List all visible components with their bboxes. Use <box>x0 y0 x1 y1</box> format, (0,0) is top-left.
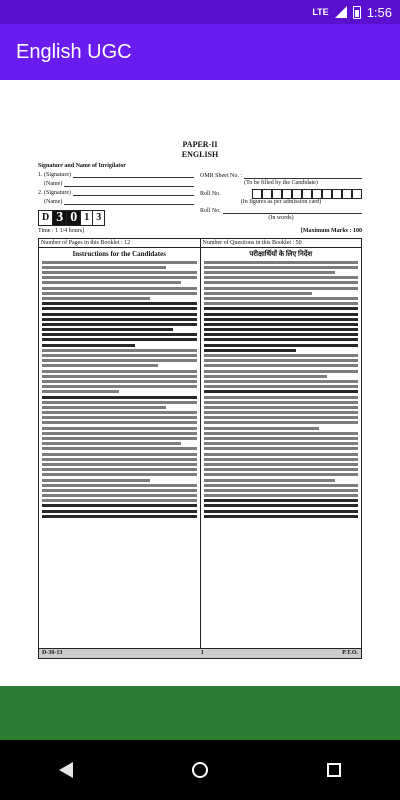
home-icon[interactable] <box>192 762 208 778</box>
pages-count: Number of Pages in this Booklet : 12 <box>39 239 201 248</box>
time-label: Time : 1 1/4 hours] <box>38 227 85 234</box>
roll-note: (In figures as per admission card) <box>240 198 322 205</box>
document-viewer[interactable] <box>0 80 400 686</box>
navigation-bar <box>0 740 400 800</box>
invigilator-heading: Signature and Name of Invigilator <box>38 163 126 170</box>
page-footer <box>39 648 361 658</box>
marks-label: [Maximum Marks : 100 <box>300 227 362 234</box>
questions-count: Number of Questions in this Booklet : 50 <box>202 239 302 246</box>
name2-label: (Name) <box>44 198 63 205</box>
instructions-table <box>38 238 362 660</box>
paper-subject: ENGLISH <box>181 149 219 159</box>
roll-words-note: (In words) <box>268 214 294 221</box>
back-icon[interactable] <box>59 762 73 778</box>
signal-icon <box>335 6 347 18</box>
footer-pto: P.T.O. <box>342 650 358 657</box>
sig2-label: 2. (Signature) <box>38 189 71 196</box>
hindi-heading: परीक्षार्थियों के लिए निर्देश <box>249 250 313 259</box>
clock: 1:56 <box>366 4 392 20</box>
instructions-heading: Instructions for the Candidates <box>72 250 166 259</box>
roll-label: Roll No. <box>200 190 221 197</box>
omr-note: (To be filled by the Candidate) <box>244 180 318 187</box>
hindi-instructions <box>201 248 362 648</box>
paper-code: D 3 0 1 3 <box>38 210 105 226</box>
english-instructions <box>39 248 201 648</box>
footer-code: D-30-13 <box>42 650 63 657</box>
roll-number-boxes <box>252 189 362 199</box>
network-label: LTE <box>312 7 329 17</box>
ad-banner[interactable] <box>0 686 400 740</box>
app-title: English UGC <box>16 40 132 63</box>
footer-page: 1 <box>200 650 204 657</box>
app-bar <box>0 24 400 80</box>
recents-icon[interactable] <box>327 763 341 777</box>
battery-icon <box>353 6 361 19</box>
paper-title: PAPER-II <box>182 140 218 149</box>
question-paper-page <box>38 140 362 659</box>
roll-words-label: Roll No. <box>200 207 221 214</box>
omr-label: OMR Sheet No. : <box>200 173 242 180</box>
sig1-label: 1. (Signature) <box>38 172 71 179</box>
status-bar <box>0 0 400 24</box>
name1-label: (Name) <box>44 180 63 187</box>
